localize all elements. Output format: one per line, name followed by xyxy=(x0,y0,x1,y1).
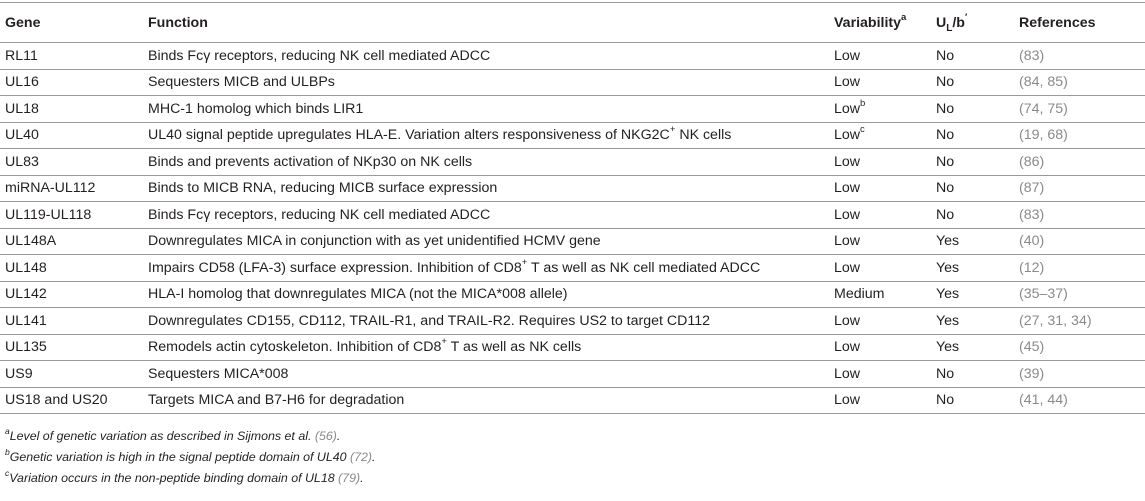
cell-variability xyxy=(830,149,932,176)
variability-value: Medium xyxy=(834,286,885,303)
cell-references: (45) xyxy=(1019,339,1045,356)
cell-ul-b: Yes xyxy=(936,339,960,356)
variability-value: Low xyxy=(834,339,861,356)
cell-references: (83) xyxy=(1019,47,1045,64)
cell-ul-b: No xyxy=(936,127,955,144)
function-text: Sequesters MICB and ULBPs xyxy=(148,74,335,91)
footnote-mark: a xyxy=(5,425,10,436)
variability-footnote-mark: b xyxy=(860,97,866,109)
cell-gene: miRNA-UL112 xyxy=(5,180,96,197)
footnote-text: Level of genetic variation as described in Sijmons et al. xyxy=(9,429,315,443)
cell-variability xyxy=(830,281,932,308)
cell-variability xyxy=(830,228,932,255)
cell-ul-b: No xyxy=(936,206,955,223)
footnote xyxy=(5,468,1135,489)
cell-variability xyxy=(830,308,932,335)
table-row xyxy=(0,228,1145,255)
table-row xyxy=(0,122,1145,149)
cell-gene: UL119-UL118 xyxy=(5,206,92,223)
cell-references: (87) xyxy=(1019,180,1045,197)
footnote-end: . xyxy=(360,471,364,485)
cell-ul-b: No xyxy=(936,153,955,170)
cell-ul-b: No xyxy=(936,74,955,91)
header-ul-main: U xyxy=(936,14,947,31)
cell-ul-b: No xyxy=(936,47,955,64)
cell-references: (27, 31, 34) xyxy=(1019,312,1092,329)
table-row xyxy=(0,387,1145,414)
cell-variability xyxy=(830,96,932,123)
variability-value: Low xyxy=(834,206,861,223)
cell-gene: RL11 xyxy=(5,47,38,64)
gene-table xyxy=(0,2,1145,414)
header-variability-label: Variability xyxy=(834,14,902,31)
cell-ul-b: Yes xyxy=(936,259,960,276)
variability-footnote-mark: c xyxy=(860,124,865,136)
function-text: UL40 signal peptide upregulates HLA-E. Variation alters responsiveness of NKG2C xyxy=(148,127,670,144)
function-text-end: T as well as NK cell mediated ADCC xyxy=(527,259,761,276)
cell-ul-b: Yes xyxy=(936,312,960,329)
footnote-mark: c xyxy=(5,467,10,478)
function-text: Downregulates CD155, CD112, TRAIL-R1, and TRAIL-R2. Requires US2 to target CD112 xyxy=(148,312,710,329)
cell-gene: UL148 xyxy=(5,259,47,276)
cell-references: (84, 85) xyxy=(1019,74,1068,91)
cell-function xyxy=(144,149,830,176)
cell-function xyxy=(144,255,830,282)
cell-function xyxy=(144,122,830,149)
cell-ul-b: No xyxy=(936,180,955,197)
cell-references: (86) xyxy=(1019,153,1045,170)
cell-function xyxy=(144,308,830,335)
table-row xyxy=(0,202,1145,229)
footnotes xyxy=(5,426,1135,489)
header-ul-b xyxy=(932,3,1015,43)
footnote-reference: (79) xyxy=(338,471,361,485)
table-row xyxy=(0,69,1145,96)
table-row xyxy=(0,175,1145,202)
table-row xyxy=(0,281,1145,308)
cell-gene: UL83 xyxy=(5,153,39,170)
header-ul-prime: ′ xyxy=(964,11,968,23)
cell-variability xyxy=(830,43,932,70)
cell-references: (12) xyxy=(1019,259,1045,276)
variability-value: Low xyxy=(834,233,861,250)
cell-gene: UL18 xyxy=(5,100,39,117)
cell-function xyxy=(144,175,830,202)
variability-value: Low xyxy=(834,365,861,382)
function-superscript: + xyxy=(669,124,676,136)
function-text: Binds and prevents activation of NKp30 on NK cells xyxy=(148,153,473,170)
function-text: Impairs CD58 (LFA-3) surface expression. Inhibition of CD8 xyxy=(148,259,522,276)
function-text: Binds Fcγ receptors, reducing NK cell mediated ADCC xyxy=(148,206,491,223)
cell-function xyxy=(144,334,830,361)
header-function: Function xyxy=(148,14,208,31)
cell-ul-b: No xyxy=(936,365,955,382)
cell-gene: UL142 xyxy=(5,286,47,303)
header-ul-rest: /b xyxy=(952,14,965,31)
cell-gene: UL135 xyxy=(5,339,47,356)
table-row xyxy=(0,149,1145,176)
cell-gene: UL141 xyxy=(5,312,47,329)
cell-references: (39) xyxy=(1019,365,1045,382)
footnote xyxy=(5,447,1135,468)
variability-value: Low xyxy=(834,47,861,64)
cell-gene: US9 xyxy=(5,365,33,382)
variability-value: Low xyxy=(834,259,861,276)
table-row xyxy=(0,361,1145,388)
cell-gene: US18 and US20 xyxy=(5,392,108,409)
cell-references: (83) xyxy=(1019,206,1045,223)
cell-references: (40) xyxy=(1019,233,1045,250)
cell-function xyxy=(144,96,830,123)
function-text: MHC-1 homolog which binds LIR1 xyxy=(148,100,364,117)
table-row xyxy=(0,308,1145,335)
cell-variability xyxy=(830,202,932,229)
function-text-end: NK cells xyxy=(675,127,732,144)
footnote-mark: b xyxy=(5,446,10,457)
variability-value: Low xyxy=(834,312,861,329)
header-references: References xyxy=(1019,14,1096,31)
cell-function xyxy=(144,202,830,229)
cell-gene: UL40 xyxy=(5,127,39,144)
cell-variability xyxy=(830,334,932,361)
header-gene: Gene xyxy=(5,14,41,31)
footnote-text: Genetic variation is high in the signal peptide domain of UL40 xyxy=(9,450,350,464)
cell-function xyxy=(144,361,830,388)
cell-references: (35–37) xyxy=(1019,286,1068,303)
header-ul-sub: L xyxy=(946,23,953,35)
cell-references: (74, 75) xyxy=(1019,100,1068,117)
function-text: Sequesters MICA*008 xyxy=(148,365,289,382)
footnote-reference: (72) xyxy=(350,450,373,464)
function-text: HLA-I homolog that downregulates MICA (not the MICA*008 allele) xyxy=(148,286,568,303)
cell-variability xyxy=(830,69,932,96)
function-text: Binds to MICB RNA, reducing MICB surface expression xyxy=(148,180,498,197)
cell-ul-b: Yes xyxy=(936,286,960,303)
cell-variability xyxy=(830,175,932,202)
table-row xyxy=(0,334,1145,361)
variability-value: Low xyxy=(834,74,861,91)
table-header-row xyxy=(0,3,1145,43)
cell-ul-b: No xyxy=(936,392,955,409)
cell-variability xyxy=(830,387,932,414)
table-row xyxy=(0,255,1145,282)
footnote-reference: (56) xyxy=(314,429,337,443)
function-text-end: T as well as NK cells xyxy=(446,339,582,356)
cell-variability xyxy=(830,122,932,149)
cell-variability xyxy=(830,361,932,388)
function-text: Targets MICA and B7-H6 for degradation xyxy=(148,392,405,409)
cell-variability xyxy=(830,255,932,282)
variability-value: Low xyxy=(834,127,861,144)
cell-function xyxy=(144,387,830,414)
header-variability-footnote-mark: a xyxy=(901,11,907,23)
cell-function xyxy=(144,281,830,308)
variability-value: Low xyxy=(834,153,861,170)
function-text: Remodels actin cytoskeleton. Inhibition of CD8 xyxy=(148,339,442,356)
header-variability xyxy=(830,3,932,43)
footnote xyxy=(5,426,1135,447)
table-row xyxy=(0,96,1145,123)
variability-value: Low xyxy=(834,392,861,409)
function-text: Downregulates MICA in conjunction with as yet unidentified HCMV gene xyxy=(148,233,601,250)
footnote-end: . xyxy=(336,429,341,443)
variability-value: Low xyxy=(834,100,861,117)
table-row xyxy=(0,43,1145,70)
variability-value: Low xyxy=(834,180,861,197)
cell-references: (19, 68) xyxy=(1019,127,1068,144)
cell-gene: UL148A xyxy=(5,233,57,250)
cell-references: (41, 44) xyxy=(1019,392,1068,409)
table-body xyxy=(0,43,1145,414)
function-text: Binds Fcγ receptors, reducing NK cell mediated ADCC xyxy=(148,47,491,64)
footnote-end: . xyxy=(372,450,376,464)
function-superscript: + xyxy=(521,256,528,268)
cell-function xyxy=(144,228,830,255)
cell-function xyxy=(144,43,830,70)
cell-function xyxy=(144,69,830,96)
cell-gene: UL16 xyxy=(5,74,39,91)
function-superscript: + xyxy=(441,336,447,348)
cell-ul-b: No xyxy=(936,100,955,117)
cell-ul-b: Yes xyxy=(936,233,960,250)
footnote-text: Variation occurs in the non-peptide binding domain of UL18 xyxy=(9,471,339,485)
